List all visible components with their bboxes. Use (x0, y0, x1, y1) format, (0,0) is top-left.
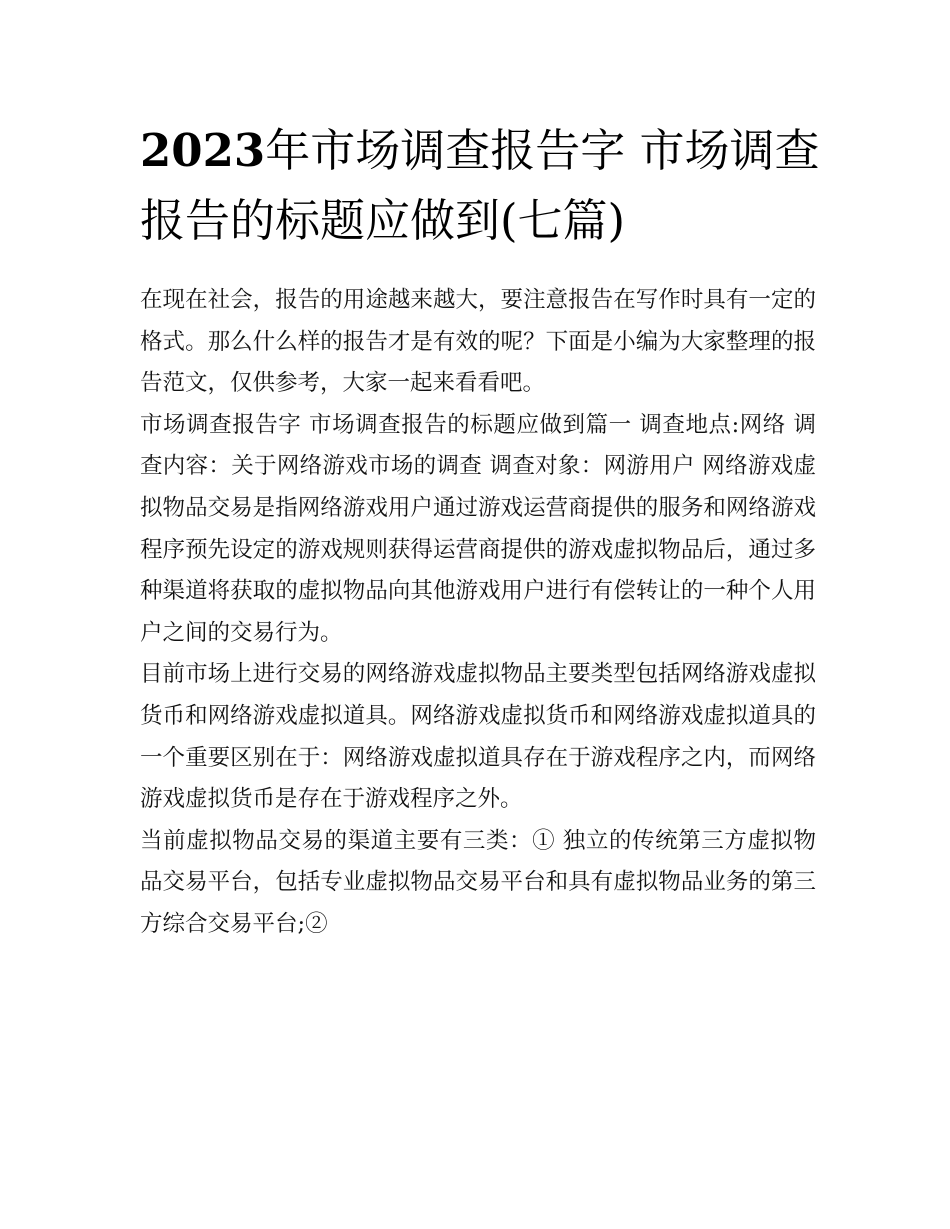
document-title (140, 116, 820, 256)
item-types-paragraph: 目前市场上进行交易的网络游戏虚拟物品主要类型包括网络游戏虚拟货币和网络游戏虚拟道具。网络游戏虚拟货币和网络游戏虚拟道具的一个重要区别在于：网络游戏虚拟道具存在于游戏程序之内，而网络游戏虚拟货币是存在于游戏程序之外。 (140, 661, 816, 813)
title-year: 2023 (140, 124, 266, 177)
survey-paragraph: 市场调查报告字 市场调查报告的标题应做到篇一 调查地点:网络 调查内容：关于网络游戏市场的调查 调查对象：网游用户 网络游戏虚拟物品交易是指网络游戏用户通过游戏运营商提供的服务和网络游戏程序预先设定的游戏规则获得运营商提供的游戏虚拟物品后，通过多种渠道将获取的虚拟物品向其他游戏用户进行有偿转让的一种个人用户之间的交易行为。 (140, 411, 816, 646)
document-body (140, 280, 816, 946)
intro-paragraph: 在现在社会，报告的用途越来越大，要注意报告在写作时具有一定的格式。那么什么样的报告才是有效的呢？下面是小编为大家整理的报告范文，仅供参考，大家一起来看看吧。 (140, 287, 816, 397)
trade-channels-paragraph: 当前虚拟物品交易的渠道主要有三类：① 独立的传统第三方虚拟物品交易平台，包括专业虚拟物品交易平台和具有虚拟物品业务的第三方综合交易平台;② (140, 827, 816, 937)
title-text: 年市场调查报告字 市场调查报告的标题应做到(七篇) (140, 124, 820, 247)
